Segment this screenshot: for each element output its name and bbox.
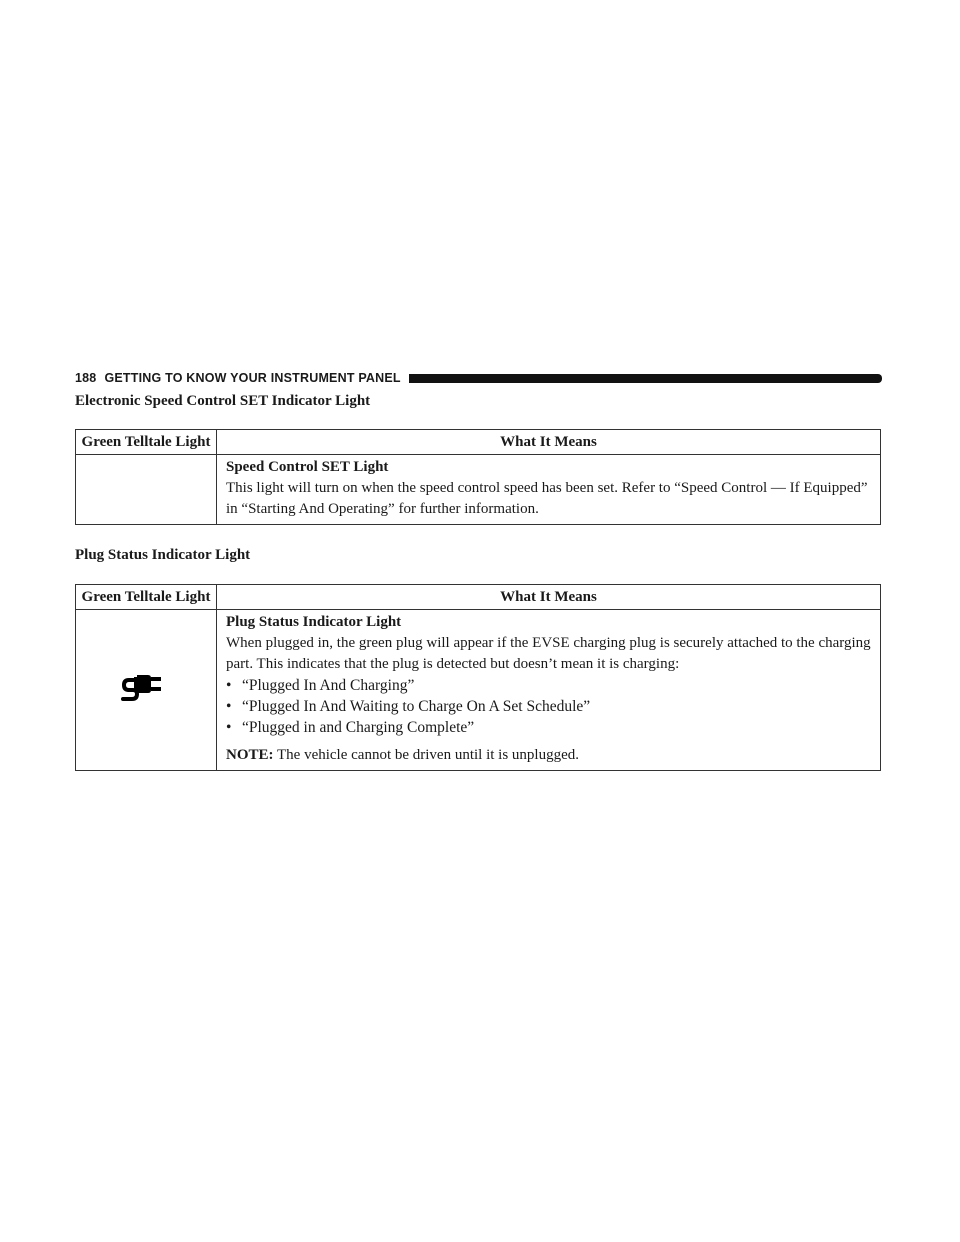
table-row [76, 455, 881, 525]
note-text: The vehicle cannot be driven until it is unplugged. [277, 747, 580, 763]
telltale-table-plug-status [75, 584, 881, 771]
column-header-meaning: What It Means [217, 430, 881, 455]
plug-status-icon [120, 669, 172, 705]
telltale-table-speed-control [75, 429, 881, 525]
header-rule [409, 374, 882, 383]
note-label: NOTE: [226, 747, 274, 763]
description-title: Speed Control SET Light [226, 459, 389, 475]
note [226, 745, 872, 766]
description-cell [217, 455, 881, 525]
table-row [76, 610, 881, 771]
column-header-light: Green Telltale Light [76, 430, 217, 455]
description-text: This light will turn on when the speed control speed has been set. Refer to “Speed Control — If Equipped” in “Starting And Operating” for further information. [226, 480, 868, 517]
bullet-list [226, 675, 872, 738]
telltale-icon-cell [76, 455, 217, 525]
section-title-plug-status: Plug Status Indicator Light [75, 547, 251, 563]
list-item: • “Plugged in and Charging Complete” [226, 717, 872, 738]
description-cell [217, 610, 881, 771]
table-header-row [76, 585, 881, 610]
telltale-icon-cell [76, 610, 217, 771]
table-header-row [76, 430, 881, 455]
section-title-speed-control: Electronic Speed Control SET Indicator Light [75, 393, 371, 409]
column-header-light: Green Telltale Light [76, 585, 217, 610]
column-header-meaning: What It Means [217, 585, 881, 610]
description-title: Plug Status Indicator Light [226, 614, 402, 630]
list-item: • “Plugged In And Waiting to Charge On A Set Schedule” [226, 696, 872, 717]
list-item: • “Plugged In And Charging” [226, 675, 872, 696]
page-header [75, 370, 882, 386]
chapter-title: GETTING TO KNOW YOUR INSTRUMENT PANEL [104, 371, 401, 385]
page-number: 188 [75, 371, 97, 385]
description-text: When plugged in, the green plug will appear if the EVSE charging plug is securely attached to the charging part. This indicates that the plug is detected but doesn’t mean it is charging: [226, 635, 871, 672]
